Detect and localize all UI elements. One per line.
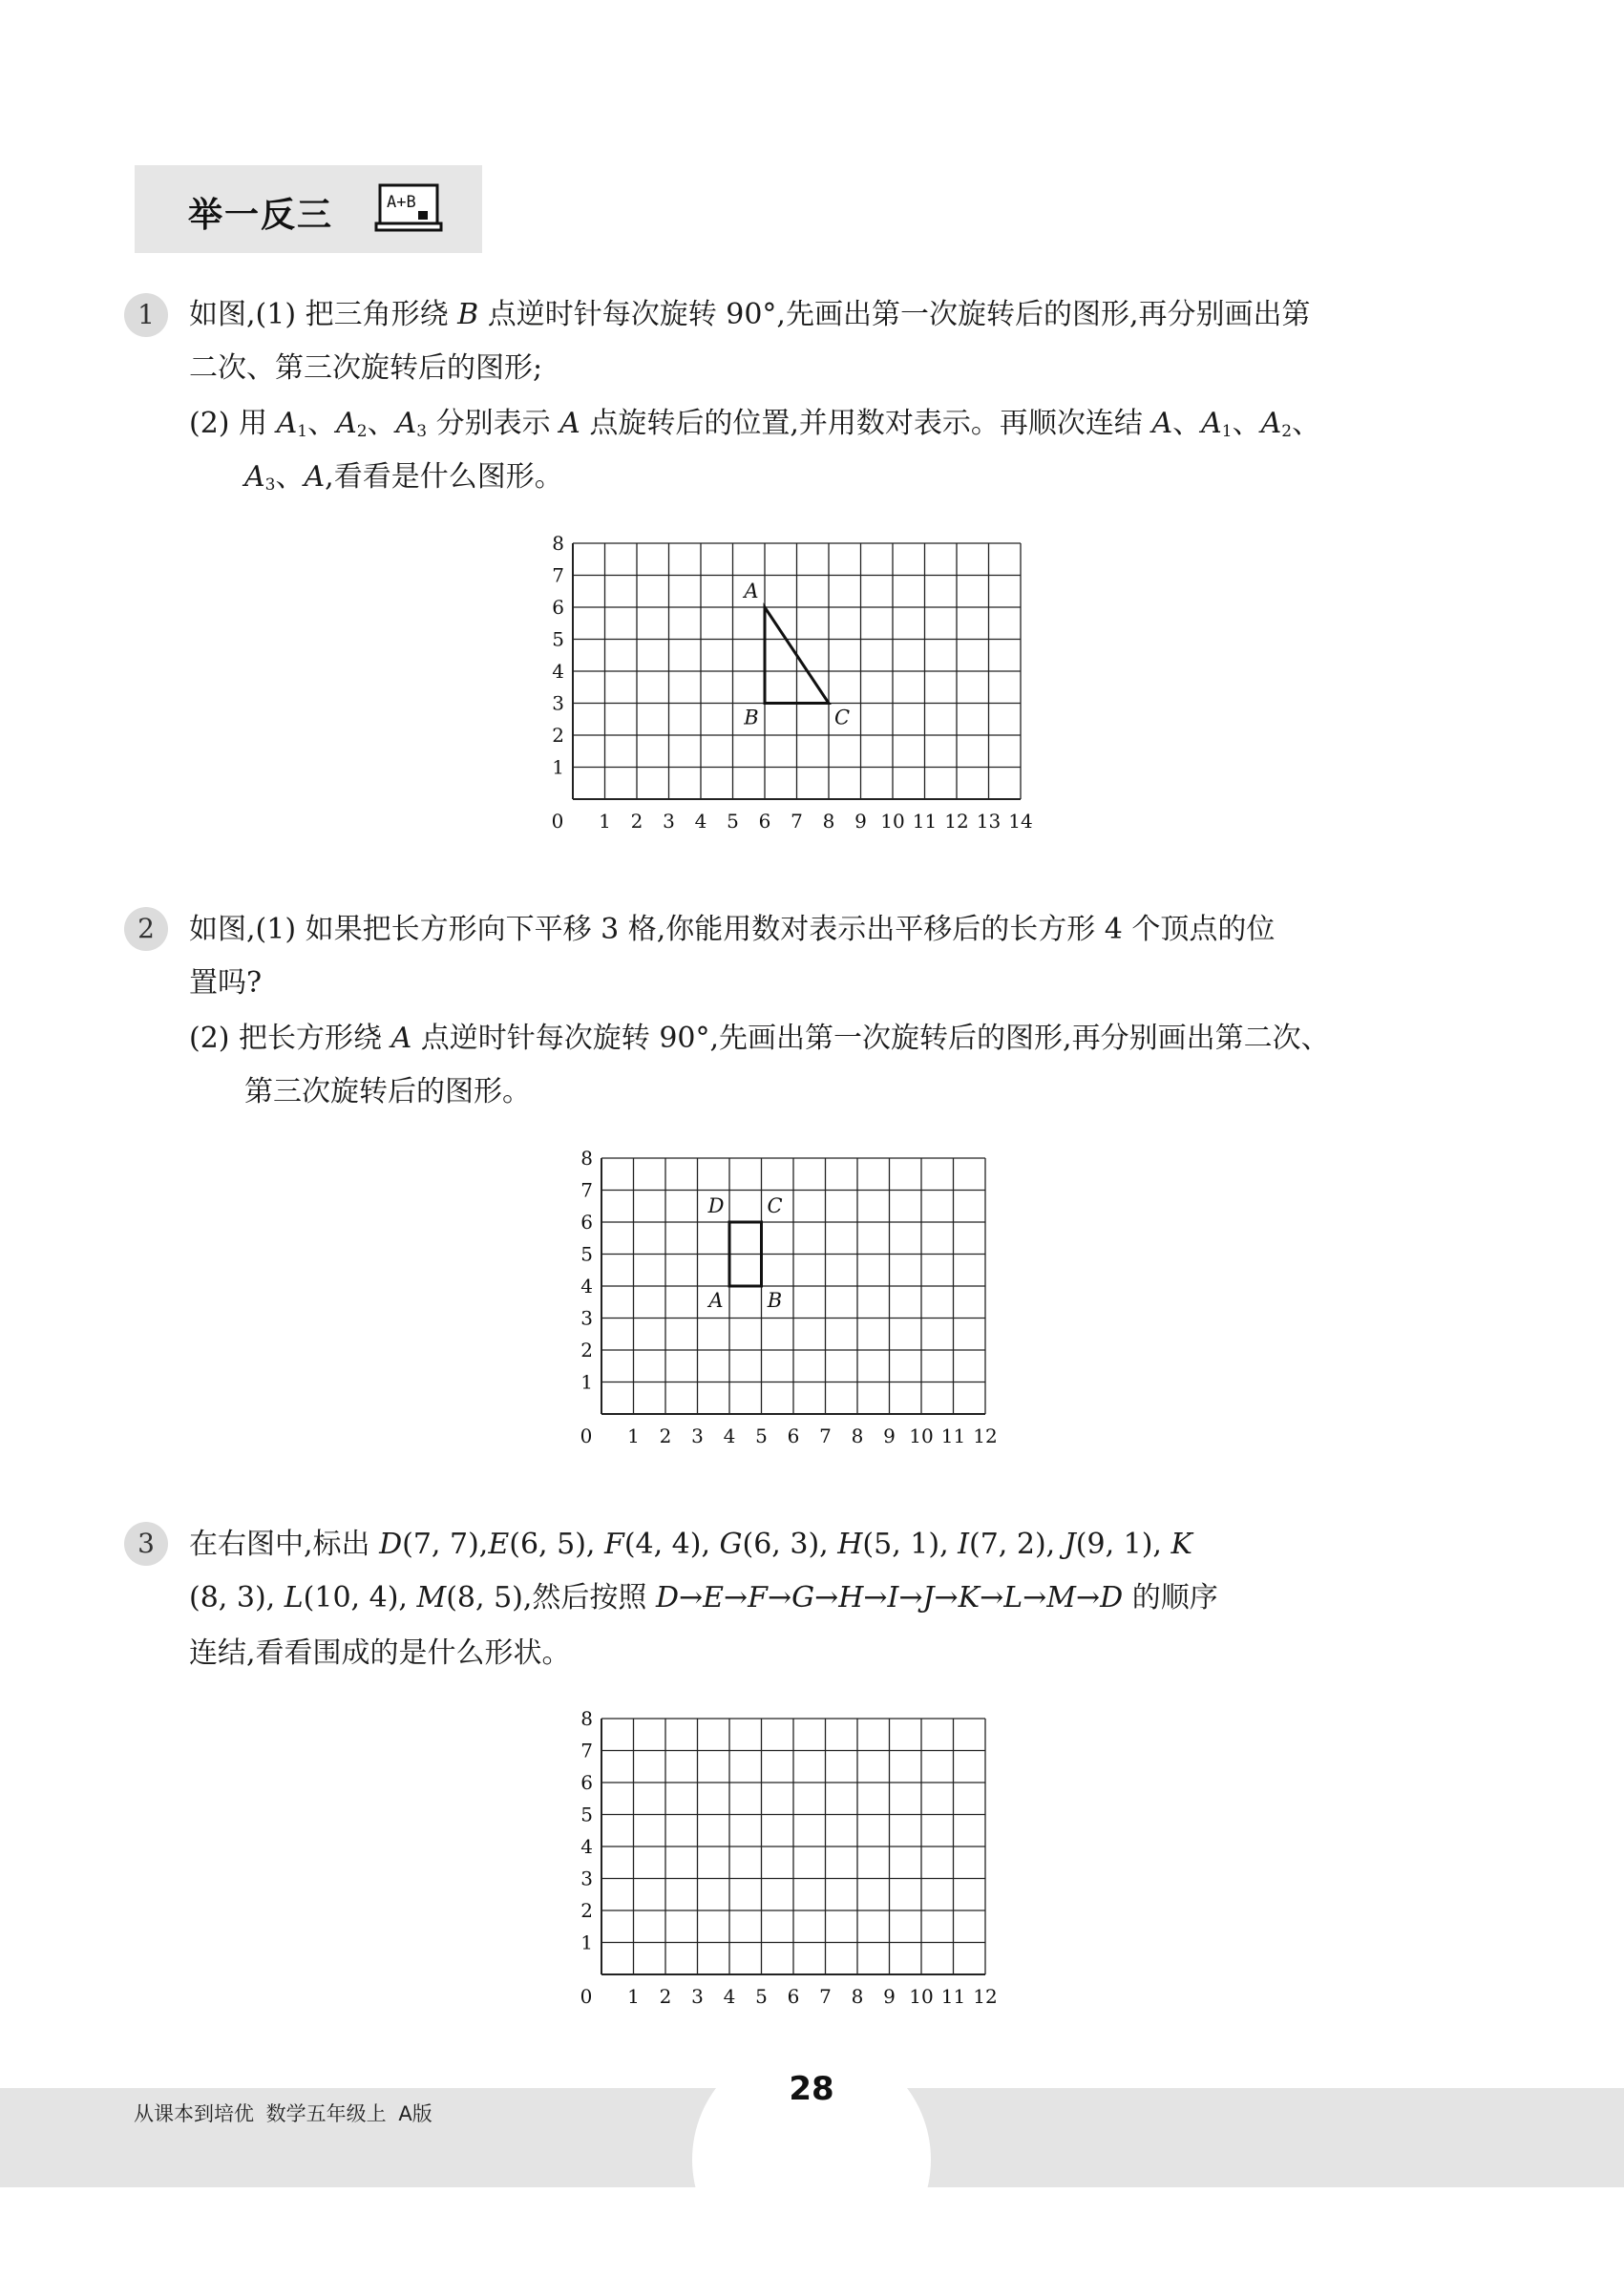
x-tick-label: 7 — [791, 810, 803, 833]
x-tick-label: 7 — [819, 1985, 832, 2008]
point-label-d: D — [707, 1194, 725, 1217]
grid-q2 — [573, 1147, 1022, 1447]
y-tick-label: 3 — [552, 691, 564, 715]
question-number-2: 2 — [124, 907, 168, 951]
q2-line-1: 如图,(1) 如果把长方形向下平移 3 格,你能用数对表示出平移后的长方形 4 个顶点的位 — [189, 913, 1276, 946]
y-tick-label: 4 — [552, 660, 564, 683]
q2-line-3: (2) 把长方形绕 A 点逆时针每次旋转 90°,先画出第一次旋转后的图形,再分别画出第二次、 — [189, 1022, 1330, 1055]
x-tick-label: 6 — [758, 810, 771, 833]
y-tick-label: 3 — [580, 1867, 593, 1890]
point-label-a: A — [744, 580, 759, 602]
y-tick-label: 6 — [552, 596, 564, 619]
point-label-c: C — [767, 1194, 783, 1217]
x-tick-label: 9 — [883, 1985, 896, 2008]
grid-q1 — [544, 532, 1041, 833]
section-header — [135, 165, 482, 253]
x-tick-label: 0 — [551, 810, 564, 833]
x-tick-label: 0 — [580, 1985, 593, 2008]
y-tick-label: 1 — [580, 1931, 593, 1954]
y-tick-label: 1 — [552, 755, 564, 779]
x-tick-label: 8 — [851, 1424, 864, 1447]
blackboard-text: A+B — [387, 193, 416, 212]
x-tick-label: 11 — [940, 1985, 966, 2008]
y-tick-label: 5 — [580, 1803, 593, 1826]
x-tick-label: 4 — [723, 1424, 736, 1447]
q1-line-4: $A_3$、A,看看是什么图形。 — [244, 460, 563, 495]
x-tick-label: 6 — [787, 1424, 800, 1447]
x-tick-label: 10 — [909, 1985, 934, 2008]
x-tick-label: 4 — [694, 810, 707, 833]
q3-line-3: 连结,看看围成的是什么形状。 — [189, 1636, 571, 1670]
x-tick-label: 9 — [854, 810, 867, 833]
y-tick-label: 6 — [580, 1211, 593, 1234]
x-tick-label: 3 — [691, 1985, 704, 2008]
x-tick-label: 11 — [940, 1424, 966, 1447]
x-tick-label: 4 — [723, 1985, 736, 2008]
q3-line-1: 在右图中,标出 D(7, 7),E(6, 5), F(4, 4), G(6, 3), H(5, 1), I(7, 2), J(9, 1), K — [189, 1528, 1192, 1561]
x-tick-label: 10 — [880, 810, 905, 833]
x-tick-label: 2 — [659, 1424, 672, 1447]
x-tick-label: 3 — [663, 810, 675, 833]
y-tick-label: 6 — [580, 1771, 593, 1794]
x-tick-label: 8 — [822, 810, 835, 833]
y-tick-label: 4 — [580, 1835, 593, 1858]
q2-line-2: 置吗? — [189, 966, 263, 1000]
y-tick-label: 2 — [580, 1339, 593, 1361]
x-tick-label: 7 — [819, 1424, 832, 1447]
x-tick-label: 3 — [691, 1424, 704, 1447]
page-number: 28 — [789, 2070, 834, 2108]
footer-book-title: 从课本到培优 数学五年级上 A版 — [134, 2102, 432, 2125]
x-tick-label: 5 — [755, 1985, 768, 2008]
x-tick-label: 1 — [599, 810, 611, 833]
x-tick-label: 5 — [755, 1424, 768, 1447]
y-tick-label: 4 — [580, 1275, 593, 1298]
x-tick-label: 6 — [787, 1985, 800, 2008]
x-tick-label: 2 — [630, 810, 643, 833]
q1-line-1: 如图,(1) 把三角形绕 B 点逆时针每次旋转 90°,先画出第一次旋转后的图形,再分别画出第 — [189, 298, 1311, 331]
x-tick-label: 13 — [976, 810, 1002, 833]
y-tick-label: 2 — [552, 724, 564, 747]
y-tick-label: 1 — [580, 1370, 593, 1394]
q2-line-4: 第三次旋转后的图形。 — [244, 1075, 531, 1108]
point-label-b: B — [767, 1289, 783, 1312]
x-tick-label: 1 — [627, 1424, 640, 1447]
point-label-a: A — [708, 1289, 724, 1312]
x-tick-label: 12 — [973, 1985, 998, 2008]
y-tick-label: 7 — [580, 1178, 593, 1202]
q3-line-2: (8, 3), L(10, 4), M(8, 5),然后按照 D→E→F→G→H→I→J→K→L→M→D 的顺序 — [189, 1581, 1218, 1614]
y-tick-label: 8 — [580, 1147, 593, 1170]
x-tick-label: 10 — [909, 1424, 934, 1447]
x-tick-label: 1 — [627, 1985, 640, 2008]
y-tick-label: 7 — [552, 563, 564, 587]
x-tick-label: 9 — [883, 1424, 896, 1447]
x-tick-label: 8 — [851, 1985, 864, 2008]
point-label-b: B — [744, 706, 759, 729]
y-tick-label: 2 — [580, 1899, 593, 1922]
x-tick-label: 14 — [1008, 810, 1033, 833]
x-tick-label: 12 — [944, 810, 969, 833]
question-number-1: 1 — [124, 293, 168, 337]
y-tick-label: 5 — [580, 1242, 593, 1266]
y-tick-label: 7 — [580, 1739, 593, 1762]
x-tick-label: 5 — [727, 810, 739, 833]
y-tick-label: 8 — [552, 532, 564, 555]
grid-q3 — [573, 1707, 1022, 2008]
x-tick-label: 12 — [973, 1424, 998, 1447]
q1-line-3: (2) 用 $A_1$、$A_2$、$A_3$ 分别表示 A 点旋转后的位置,并用数对表示。再顺次连结 A、$A_1$、$A_2$、 — [189, 407, 1321, 441]
x-tick-label: 2 — [659, 1985, 672, 2008]
section-title: 举一反三 — [188, 196, 334, 235]
y-tick-label: 8 — [580, 1707, 593, 1730]
question-number-3: 3 — [124, 1522, 168, 1566]
blackboard-icon — [374, 182, 443, 236]
q1-line-2: 二次、第三次旋转后的图形; — [189, 351, 543, 385]
x-tick-label: 11 — [912, 810, 938, 833]
y-tick-label: 5 — [552, 627, 564, 651]
y-tick-label: 3 — [580, 1306, 593, 1330]
point-label-c: C — [833, 706, 851, 729]
x-tick-label: 0 — [580, 1424, 593, 1447]
